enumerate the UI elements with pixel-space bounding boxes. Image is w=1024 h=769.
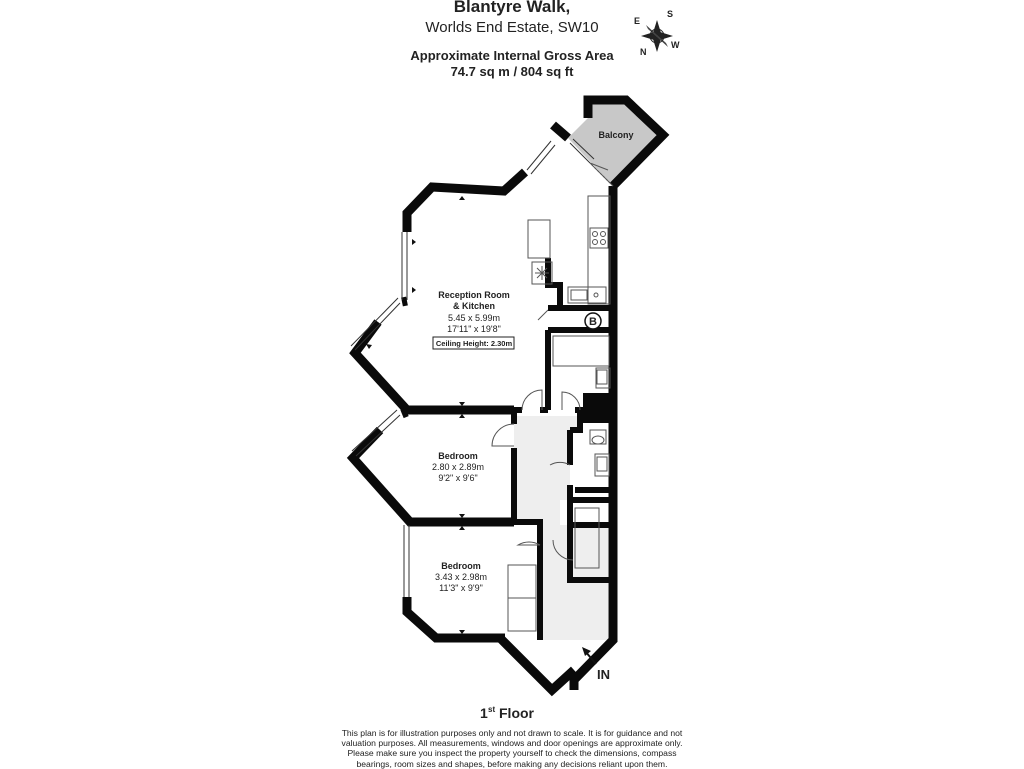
- boiler-icon: [585, 313, 601, 329]
- compass-west-label: W: [671, 40, 680, 50]
- compass-east-label: E: [634, 16, 641, 26]
- disclaimer: [0, 728, 1024, 769]
- floor-word: Floor: [499, 705, 534, 721]
- riser-duct: [583, 393, 613, 423]
- balcony-area: [568, 100, 663, 186]
- boiler-label: B: [589, 316, 597, 328]
- entrance-label: IN: [597, 667, 610, 682]
- disclaimer-line: Please make sure you inspect the property yourself to check the dimensions, compass: [347, 748, 677, 759]
- floor-number: 1: [480, 705, 488, 721]
- ceiling-height: Ceiling Height: 2.30m: [435, 339, 513, 348]
- reception-metric: 5.45 x 5.99m: [447, 313, 501, 323]
- compass-icon: [634, 9, 680, 57]
- bedroom1-imperial: 9'2" x 9'6": [438, 473, 478, 483]
- compass-north-label: N: [640, 47, 647, 57]
- bedroom1-name: Bedroom: [438, 451, 478, 461]
- bedroom2-metric: 3.43 x 2.98m: [434, 572, 488, 582]
- reception-name-line2: & Kitchen: [452, 301, 496, 311]
- bedroom2-imperial: 11'3" x 9'9": [439, 583, 483, 593]
- balcony-label: Balcony: [598, 130, 634, 140]
- floor-label: [480, 705, 535, 721]
- extractor-fan-icon: [535, 266, 549, 280]
- property-address: Worlds End Estate, SW10: [425, 19, 599, 36]
- compass-south-label: S: [667, 9, 674, 19]
- area-heading: Approximate Internal Gross Area: [410, 48, 614, 63]
- disclaimer-line: valuation purposes. All measurements, windows and door openings are approximate only.: [341, 738, 683, 749]
- floor-suffix: st: [488, 705, 496, 714]
- reception-imperial: 17'11" x 19'8": [447, 324, 501, 334]
- disclaimer-line: This plan is for illustration purposes only and not drawn to scale. It is for guidance and not: [341, 728, 683, 738]
- reception-name-line1: Reception Room: [438, 290, 510, 300]
- area-value: 74.7 sq m / 804 sq ft: [450, 64, 574, 79]
- bedroom2-name: Bedroom: [441, 561, 481, 571]
- disclaimer-line: bearings, room sizes and shapes, before making any decisions reliant upon them.: [356, 758, 668, 769]
- property-title: Blantyre Walk,: [453, 0, 571, 16]
- bedroom1-metric: 2.80 x 2.89m: [431, 462, 485, 472]
